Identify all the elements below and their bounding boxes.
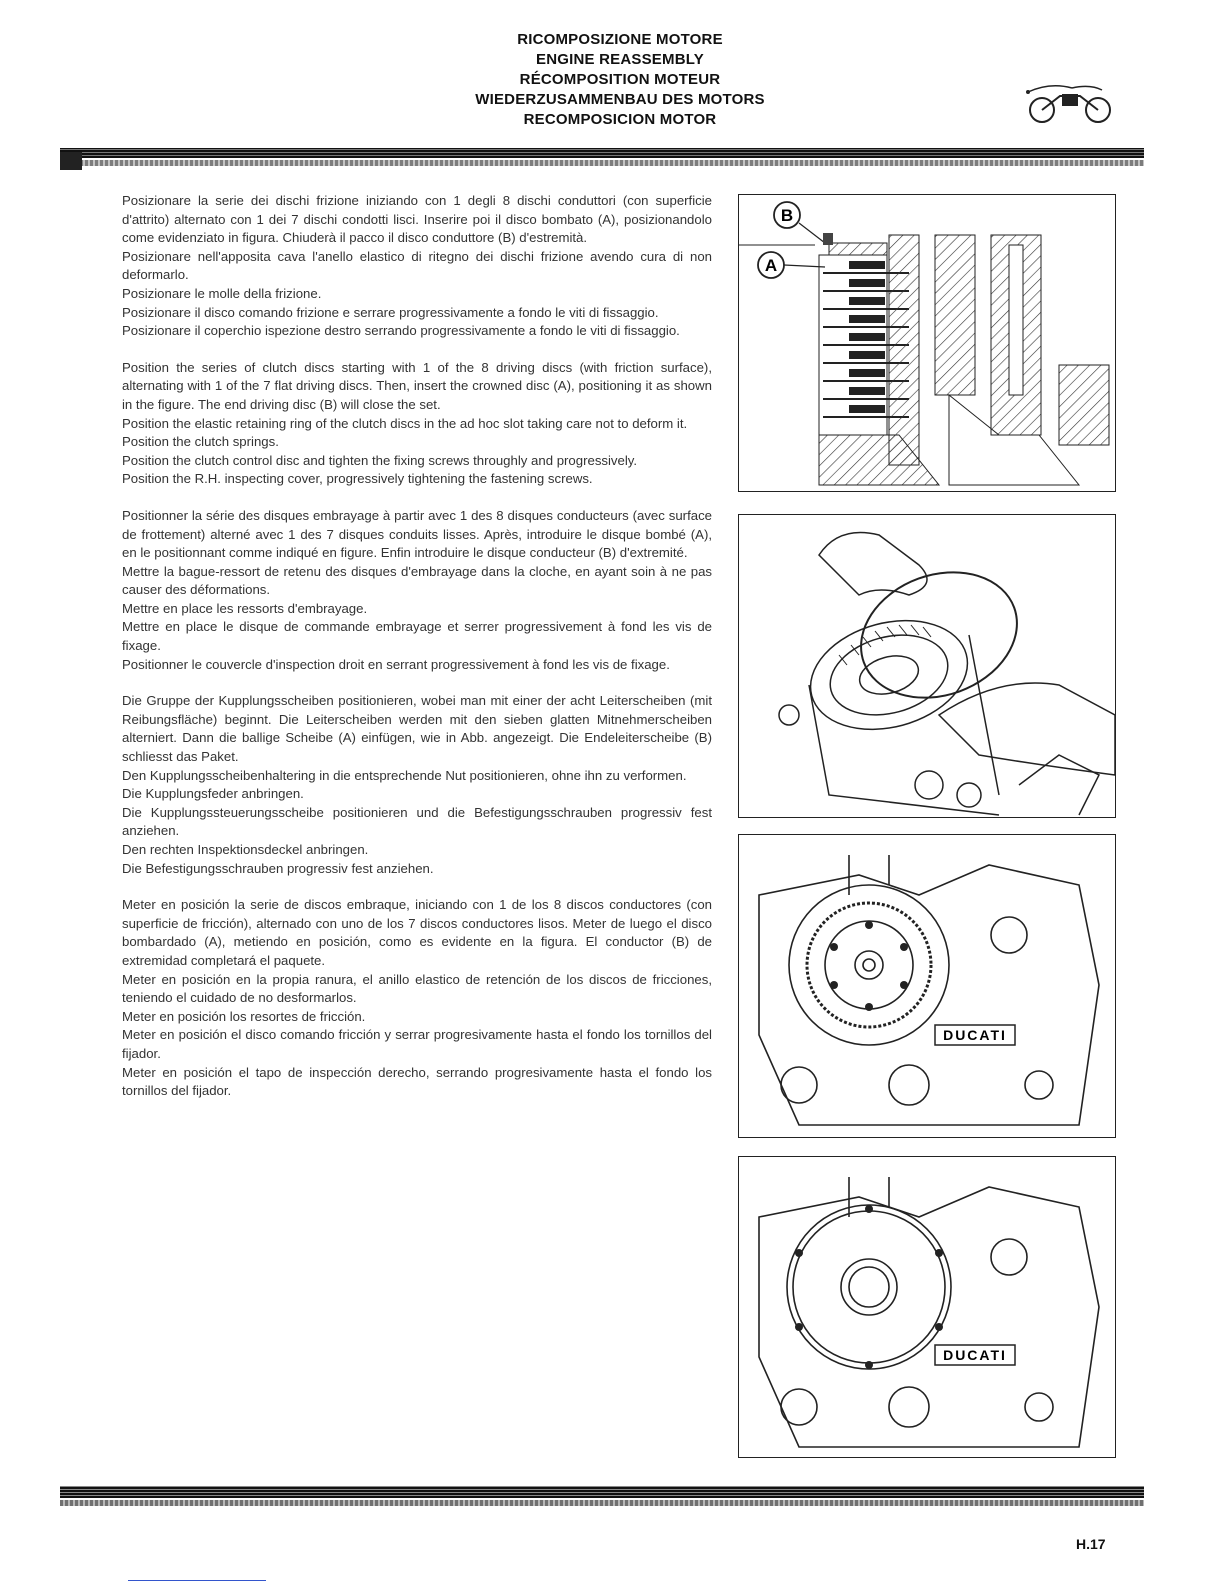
engine-cover-installed-photo bbox=[738, 1156, 1116, 1458]
ducati-logo: DUCATI bbox=[943, 1347, 1007, 1363]
italian-section bbox=[122, 192, 712, 341]
top-rule-secondary bbox=[60, 160, 1144, 166]
instructions-column bbox=[122, 192, 712, 1119]
link-underline[interactable] bbox=[128, 1580, 266, 1581]
english-section bbox=[122, 359, 712, 489]
bottom-rule-secondary bbox=[60, 1500, 1144, 1506]
title-german: WIEDERZUSAMMENBAU DES MOTORS bbox=[475, 91, 765, 108]
paragraph: Posizionare il coperchio ispezione destro serrando progressivamente a fondo le viti di fissaggio. bbox=[122, 323, 680, 339]
paragraph: Mettre en place le disque de commande embrayage et serrer progressivement à fond les vis de fixage. bbox=[122, 619, 712, 654]
bottom-rule bbox=[60, 1486, 1144, 1498]
paragraph: Posizionare il disco comando frizione e serrare progressivamente a fondo le viti di fissaggio. bbox=[122, 304, 659, 320]
paragraph: Positionner le couvercle d'inspection droit en serrant progressivement à fond les vis de fixage. bbox=[122, 656, 670, 672]
title-italian: RICOMPOSIZIONE MOTORE bbox=[517, 31, 723, 48]
label-b: B bbox=[780, 206, 794, 225]
paragraph: Posizionare le molle della frizione. bbox=[122, 285, 322, 301]
engine-clutch-assembled-photo bbox=[738, 834, 1116, 1138]
paragraph: Die Befestigungsschrauben progressiv fest anziehen. bbox=[122, 860, 434, 876]
corner-mark bbox=[60, 152, 82, 170]
paragraph: Meter en posición en la propia ranura, el anillo elastico de retención de los discos de fricciones, teniendo el cuidado de no desformarlos. bbox=[122, 971, 712, 1006]
paragraph: Meter en posición la serie de discos embraque, iniciando con 1 de los 8 discos conductores (con superficie de fricción), alternado con uno de los 7 discos conductores lisos. Meter de luego el disco bombardado (A), metiendo en posición, como es evidente en la figura. El conductor (B) de extremidad completará el paquete. bbox=[122, 897, 712, 968]
top-rule bbox=[60, 148, 1144, 158]
clutch-section-diagram bbox=[738, 194, 1116, 492]
spanish-section bbox=[122, 896, 712, 1101]
paragraph: Die Gruppe der Kupplungsscheiben positionieren, wobei man mit einer der acht Leiterscheiben (mit Reibungsfläche) beginnt. Die Leiterscheiben werden mit den sieben glatten Mitnehmerscheiben alterniert. Dann die ballige Scheibe (A) einfügen, wie in Abb. angezeigt. Die Endeleiterscheibe (B) schliesst das Paket. bbox=[122, 693, 712, 765]
paragraph: Mettre la bague-ressort de retenu des disques d'embrayage dans la cloche, en ayant soin à ne pas causer des déformations. bbox=[122, 563, 712, 598]
paragraph: Position the clutch springs. bbox=[122, 434, 279, 450]
paragraph: Die Kupplungsfeder anbringen. bbox=[122, 786, 304, 802]
paragraph: Posizionare la serie dei dischi frizione iniziando con 1 degli 8 dischi conduttori (con superficie d'attrito) alternato con 1 dei 7 dischi condotti lisci. Inserire poi il disco bombato (A), posizionandolo come evidenziato in figura. Chiuderà il pacco il disco conduttore (B) d'estremità. bbox=[122, 193, 712, 246]
title-french: RÉCOMPOSITION MOTEUR bbox=[519, 71, 721, 88]
motorcycle-icon bbox=[1020, 80, 1120, 126]
paragraph: Meter en posición el tapo de inspección derecho, serrando progresivamente hasta el fondo los tornillos del fijador. bbox=[122, 1064, 712, 1099]
paragraph: Die Kupplungssteuerungsscheibe positionieren und die Befestigungsschrauben progressiv fest anziehen. bbox=[122, 804, 712, 839]
ducati-logo: DUCATI bbox=[943, 1027, 1007, 1043]
paragraph: Position the R.H. inspecting cover, progressively tightening the fastening screws. bbox=[122, 471, 593, 487]
label-a: A bbox=[764, 256, 778, 275]
paragraph: Meter en posición los resortes de fricción. bbox=[122, 1008, 366, 1024]
title-spanish: RECOMPOSICION MOTOR bbox=[523, 111, 717, 128]
paragraph: Position the series of clutch discs starting with 1 of the 8 driving discs (with friction surface), alternating with 1 of the 7 flat driving discs. Then, insert the crowned disc (A), positioning it as shown in the figure. The end driving disc (B) will close the set. bbox=[122, 359, 712, 412]
paragraph: Position the clutch control disc and tighten the fixing screws throughly and progressively. bbox=[122, 452, 638, 468]
french-section bbox=[122, 507, 712, 674]
page-header bbox=[420, 30, 820, 130]
page-number: H.17 bbox=[1076, 1536, 1106, 1552]
german-section bbox=[122, 692, 712, 878]
title-english: ENGINE REASSEMBLY bbox=[536, 51, 704, 68]
paragraph: Den Kupplungsscheibenhaltering in die entsprechende Nut positionieren, ohne ihn zu verformen. bbox=[122, 767, 687, 783]
paragraph: Meter en posición el disco comando fricción y serrar progresivamente hasta el fondo los tornillos del fijador. bbox=[122, 1027, 712, 1061]
paragraph: Position the elastic retaining ring of the clutch discs in the ad hoc slot taking care not to deform it. bbox=[122, 415, 688, 431]
clutch-ring-installation-photo bbox=[738, 514, 1116, 818]
paragraph: Den rechten Inspektionsdeckel anbringen. bbox=[122, 842, 369, 857]
paragraph: Positionner la série des disques embrayage à partir avec 1 des 8 disques conducteurs (avec surface de frottement) alterné avec 1 des 7 disques conduits lisses. Après, introduire le disque bombé (A), en le positionnant comme indiqué en figure. Enfin introduire le disque conducteur (B) d'extremité. bbox=[122, 507, 712, 561]
paragraph: Posizionare nell'apposita cava l'anello elastico di ritegno dei dischi frizione avendo cura di non deformarlo. bbox=[122, 248, 712, 283]
paragraph: Mettre en place les ressorts d'embrayage. bbox=[122, 600, 368, 616]
